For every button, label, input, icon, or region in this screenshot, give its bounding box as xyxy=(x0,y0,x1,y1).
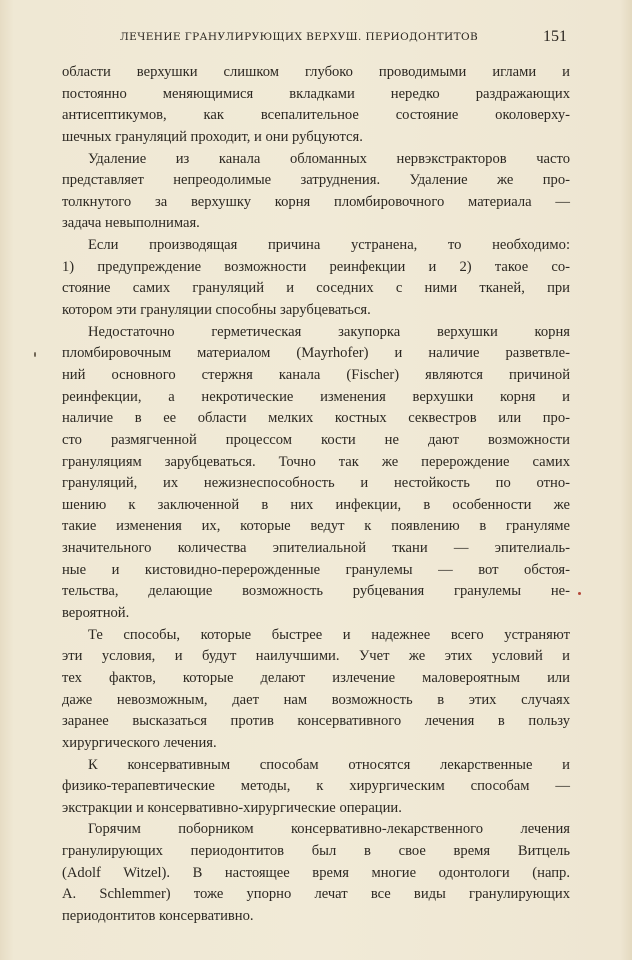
text-line: стояние самих грануляций и соседних с ними тканей, при xyxy=(62,280,570,297)
text-line: Горячим поборником консервативно-лекарственного лечения xyxy=(88,821,570,838)
page-number: 151 xyxy=(543,28,567,45)
page-header xyxy=(0,28,632,50)
text-line: шечных грануляций проходит, и они рубцуются. xyxy=(62,128,363,145)
text-line: (Adolf Witzel). В настоящее время многие одонтологи (напр. xyxy=(62,864,570,881)
paper-speck xyxy=(578,592,581,595)
text-line: толкнутого за верхушку корня пломбировочного материала — xyxy=(62,193,570,210)
paragraph-4 xyxy=(62,322,570,625)
text-line: 1) предупреждение возможности реинфекции и 2) такое со- xyxy=(62,258,570,275)
text-line: ные и кистовидно-перерожденные гранулемы — вот обстоя- xyxy=(62,561,570,578)
text-line: сто размягченной процессом кости не дают возможности xyxy=(62,431,570,448)
text-line: вероятной. xyxy=(62,605,130,622)
text-line: ний основного стержня канала (Fischer) являются причиной xyxy=(62,366,570,383)
text-line: области верхушки слишком глубоко проводимыми иглами и xyxy=(62,64,570,80)
paragraph-7 xyxy=(62,819,570,927)
text-line: грануляций, их нежизнеспособность и нестойкость по отно- xyxy=(62,475,570,492)
running-head: ЛЕЧЕНИЕ ГРАНУЛИРУЮЩИХ ВЕРХУШ. ПЕРИОДОНТИТОВ xyxy=(120,31,479,43)
paragraph-2 xyxy=(62,149,570,236)
paragraph-3 xyxy=(62,235,570,322)
text-line: пломбировочным материалом (Mayrhofer) и наличие разветвле- xyxy=(62,345,570,362)
text-line: грануляциям зарубцеваться. Точно так же перерождение самих xyxy=(62,453,570,470)
text-line: задача невыполнимая. xyxy=(62,215,200,232)
text-line: хирургического лечения. xyxy=(62,734,217,751)
text-line: такие изменения их, которые ведут к появлению в грануляме xyxy=(62,518,570,535)
paper-speck xyxy=(34,352,36,357)
text-line: шению к заключенной в них инфекции, в особенности же xyxy=(62,496,570,513)
text-line: A. Schlemmer) тоже упорно лечат все виды гранулирующих xyxy=(62,886,570,903)
text-line: представляет непреодолимые затруднения. Удаление же про- xyxy=(62,172,570,189)
text-line: К консервативным способам относятся лекарственные и xyxy=(88,756,570,773)
text-line: эти условия, и будут наилучшими. Учет же этих условий и xyxy=(62,648,570,665)
text-line: Те способы, которые быстрее и надежнее всего устраняют xyxy=(88,626,570,643)
text-line: тех фактов, которые делают излечение маловероятным или xyxy=(62,669,570,686)
text-line: Недостаточно герметическая закупорка верхушки корня xyxy=(88,323,570,340)
paragraph-1 xyxy=(62,62,570,149)
text-line: постоянно меняющимися вкладками нередко раздражающих xyxy=(62,85,570,102)
text-line: экстракции и консервативно-хирургические операции. xyxy=(62,799,402,816)
text-line: заранее высказаться против консервативного лечения в пользу xyxy=(62,713,570,730)
text-line: Удаление из канала обломанных нервэкстракторов часто xyxy=(88,150,570,167)
text-line: котором эти грануляции способны зарубцеваться. xyxy=(62,302,371,319)
text-line: реинфекции, а некротические изменения верхушки корня и xyxy=(62,388,570,405)
text-line: Если производящая причина устранена, то необходимо: xyxy=(88,237,570,254)
body-text xyxy=(62,62,570,928)
paragraph-6 xyxy=(62,755,570,820)
text-line: гранулирующих периодонтитов был в свое время Витцель xyxy=(62,843,570,860)
text-line: антисептикумов, как всепалительное состояние околоверху- xyxy=(62,107,570,124)
text-line: значительного количества эпителиальной ткани — эпителиаль- xyxy=(62,540,570,557)
text-line: физико-терапевтические методы, к хирургическим способам — xyxy=(62,778,570,795)
text-line: наличие в ее области мелких костных секвестров или про- xyxy=(62,410,570,427)
text-line: даже невозможным, дает нам возможность в этих случаях xyxy=(62,691,570,708)
text-line: периодонтитов консервативно. xyxy=(62,907,254,924)
text-line: тельства, делающие возможность рубцевания гранулемы не- xyxy=(62,583,570,600)
paragraph-5 xyxy=(62,625,570,755)
